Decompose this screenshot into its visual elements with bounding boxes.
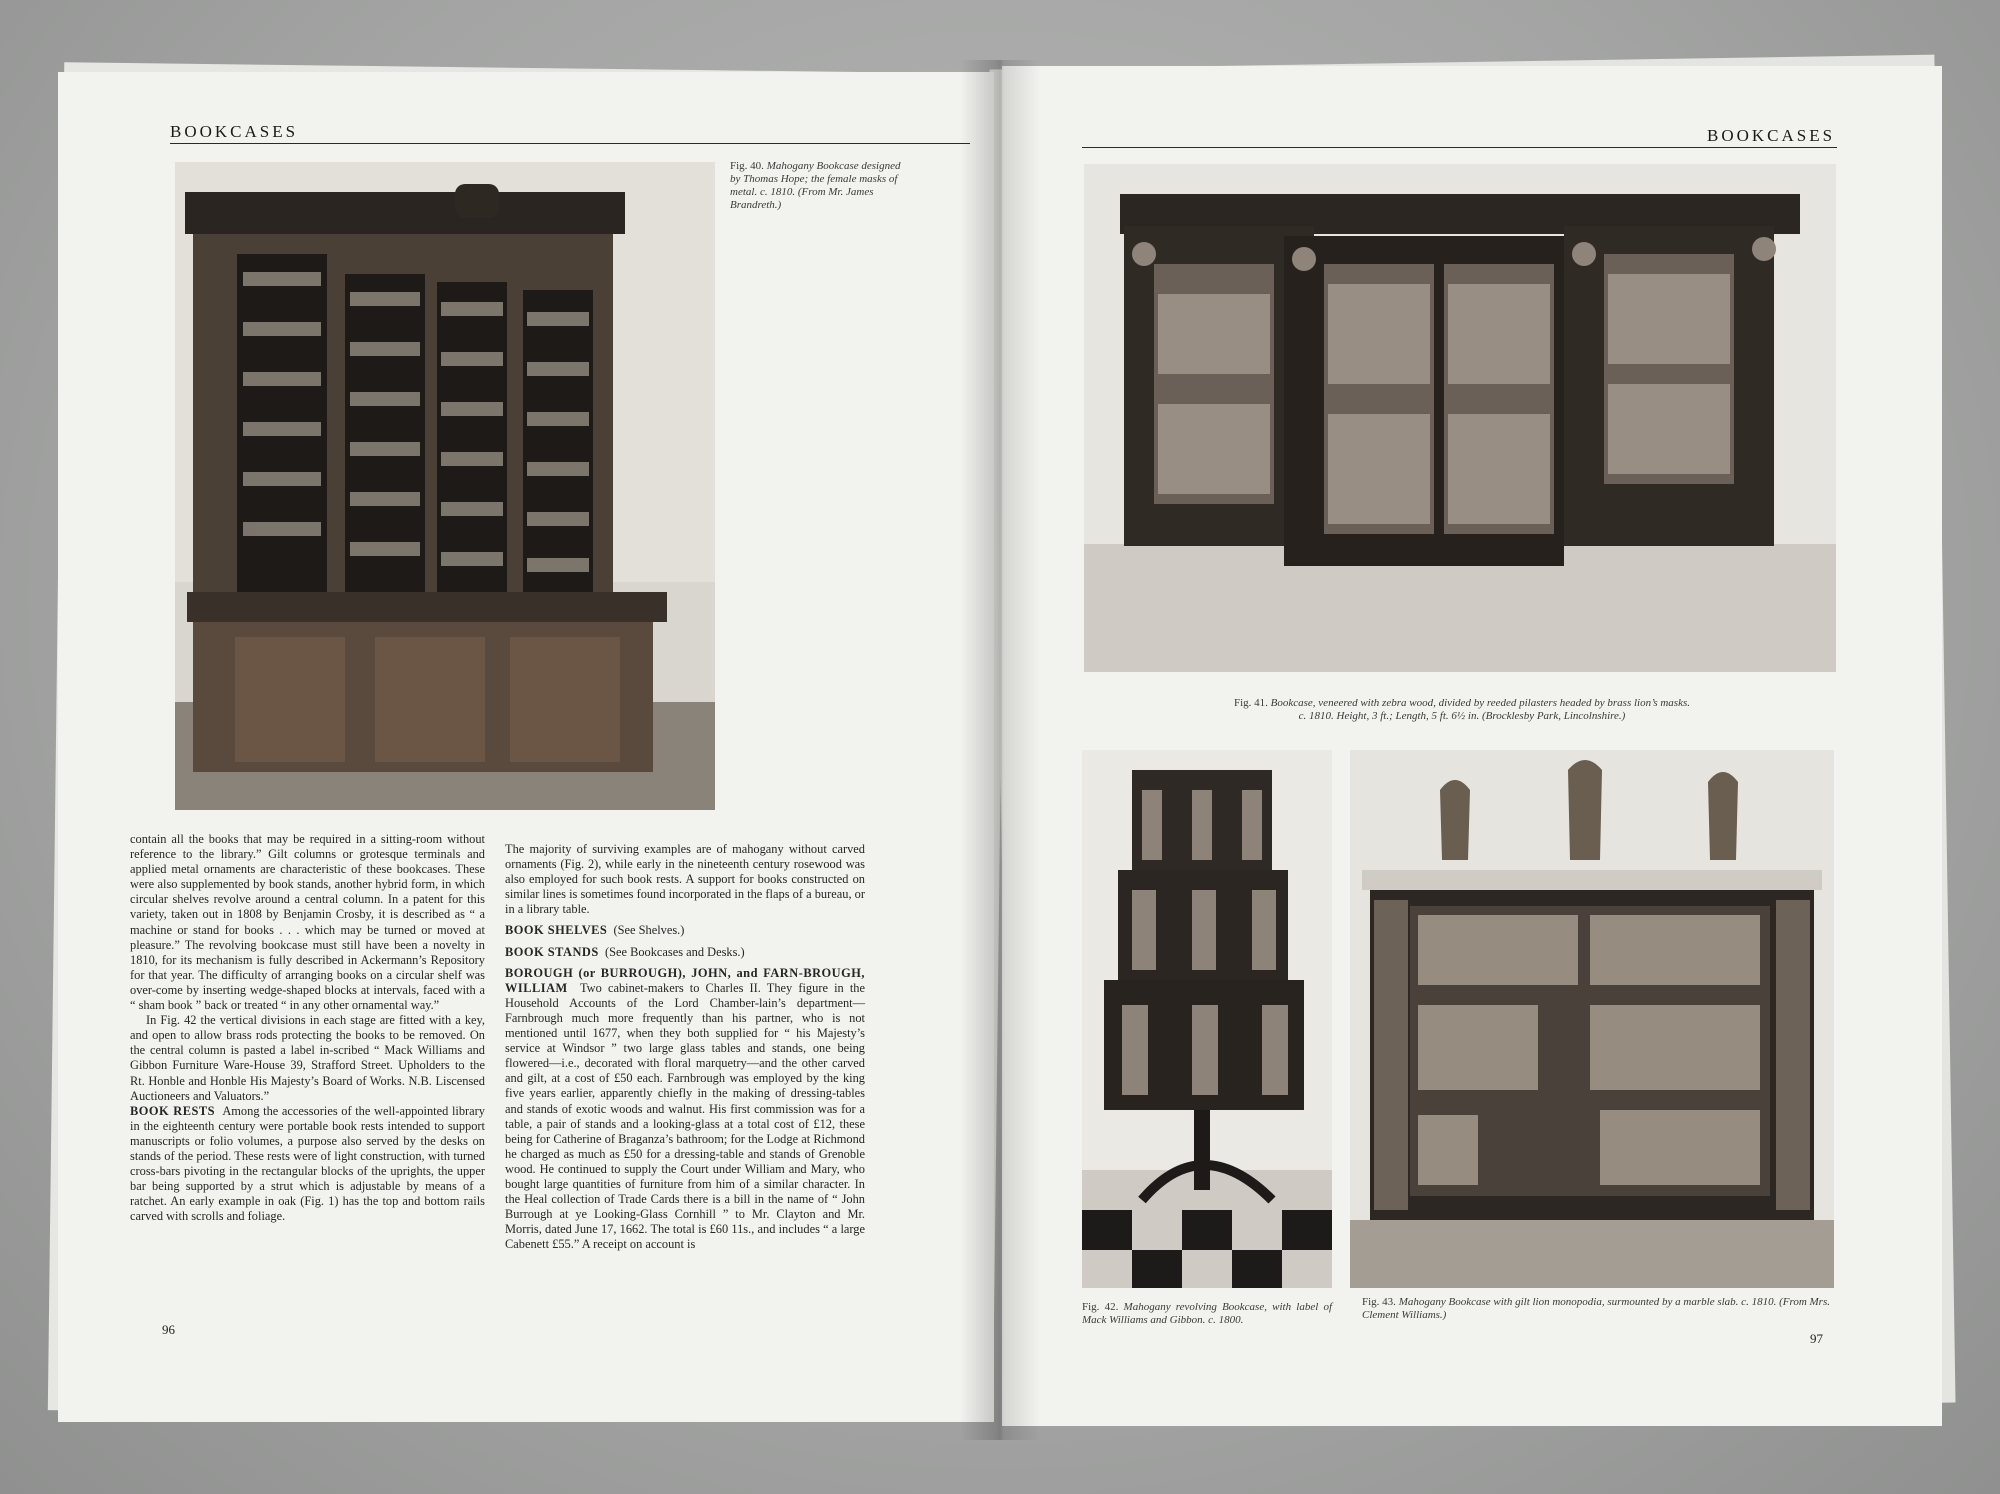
fig42-caption-text: Mahogany revolving Bookcase, with label of Mack Williams and Gibbon. c. 1800. <box>1082 1301 1333 1326</box>
book-rests-heading: BOOK RESTS <box>130 1103 216 1118</box>
book-rests-text: Among the accessories of the well-appointed library in the eighteenth century were portable book rests intended to support manuscripts or folio volumes, a purpose also served by the desks on stands of the period. These rests were of light construction, with turned cross-bars pivoting in the rectangular blocks of the uprights, the upper bar being supported by a strut which is adjustable by means of a ratchet. An early example in oak (Fig. 1) has the top and bottom rails carved with scrolls and foliage. <box>130 1103 485 1224</box>
fig41-label: Fig. 41. <box>1233 697 1268 709</box>
fig41-photo <box>1084 164 1836 672</box>
borough-heading: BOROUGH (or BURROUGH), JOHN, and FARN-BROUGH, WILLIAM <box>505 965 865 995</box>
fig43-photo <box>1350 750 1834 1288</box>
header-rule-left <box>170 143 970 144</box>
col1-paragraph-2: In Fig. 42 the vertical divisions in each stage are fitted with a key, and open to allow brass rods protecting the books to be removed. On the central column is pasted a label in-scribed “ Mack Williams and Gibbon Furniture Ware-House 39, Strafford Street. Upholders to the Rt. Honble and Honble His Majesty’s Board of Works. N.B. Liscensed Auctioneers and Valuators.” <box>130 1013 485 1103</box>
page-number-right: 97 <box>1810 1331 1823 1346</box>
left-column-2 <box>505 842 865 1252</box>
book-stands-heading: BOOK STANDS <box>505 944 599 959</box>
book-stands-ref: (See Bookcases and Desks.) <box>604 944 745 959</box>
borough-text: Two cabinet-makers to Charles II. They figure in the Household Accounts of the Lord Chamber-lain’s department—Farnbrough much more frequently than his partner, who is not mentioned until 1677, when they both supplied for “ his Majesty’s service at Windsor ” two large glass tables and stands, one being flowered—i.e., decorated with floral marquetry—and the other carved and gilt, at a cost of £50 each. Farnbrough was employed by the king five years earlier, apparently chiefly in the making of dressing-tables and stands of exotic woods and walnut. His first commission was for a table, a pair of stands and a looking-glass at a total cost of £12, these being for Catherine of Braganza’s bathroom; for the Lodge at Richmond he charged as much as £50 for a dressing-table and stands of Grenoble wood. He continued to supply the Court under William and Mary, who bought large quantities of furniture from him of a similar character. In the Heal collection of Trade Cards there is a bill in the name of “ John Burrough at ye Looking-Glass Cornhill ” to Mr. Clayton and Mr. Morris, dated June 17, 1662. The total is £60 11s., and includes “ a large Cabenett £55.” A receipt on account is <box>505 980 865 1252</box>
fig43-caption-text: Mahogany Bookcase with gilt lion monopodia, surmounted by a marble slab. c. 1810. (From Mrs. Clement Williams.) <box>1362 1296 1830 1321</box>
left-page <box>58 72 994 1422</box>
fig41-caption-line1: Bookcase, veneered with zebra wood, divided by reeded pilasters headed by brass lion’s masks. <box>1270 697 1691 709</box>
fig43-label: Fig. 43. <box>1362 1296 1396 1308</box>
left-column-1 <box>130 832 485 1224</box>
right-page <box>1002 66 1942 1426</box>
book-shelves-ref: (See Shelves.) <box>613 923 685 938</box>
fig40-caption <box>730 160 906 212</box>
page-number-left: 96 <box>162 1322 175 1337</box>
fig40-caption-text: Mahogany Bookcase designed by Thomas Hope; the female masks of metal. c. 1810. (From Mr. James Brandreth.) <box>730 160 901 211</box>
header-rule-right <box>1082 147 1837 148</box>
fig41-caption-line2: c. 1810. Height, 3 ft.; Length, 5 ft. 6½ in. (Brocklesby Park, Lincolnshire.) <box>1298 710 1626 722</box>
book-shelves-heading: BOOK SHELVES <box>505 923 608 938</box>
running-head-left: BOOKCASES <box>170 122 299 141</box>
fig40-label: Fig. 40. <box>730 160 764 172</box>
fig42-label: Fig. 42. <box>1082 1301 1119 1313</box>
fig42-photo <box>1082 750 1332 1288</box>
fig42-caption <box>1082 1301 1332 1327</box>
col1-paragraph-1: contain all the books that may be required in a sitting-room without reference to the library.” Gilt columns or grotesque terminals and applied metal ornaments are characteristic of these bookcases. These were also supplemented by book stands, another hybrid form, in which circular shelves revolve around a central column. In a patent for this variety, taken out in 1808 by Benjamin Crosby, it is described as “ a machine or stand for books . . . which may be turned or moved at pleasure.” The revolving bookcase must still have been a novelty in 1810, for its mechanism is fully described in Ackermann’s Repository for that year. The difficulty of arranging books on a circular shelf was over-come by inserting wedge-shaped blocks at intervals, faced with a “ sham book ” back or treated “ in any other ornamental way.” <box>130 832 485 1013</box>
fig40-photo <box>175 162 715 810</box>
running-head-right: BOOKCASES <box>1707 126 1836 145</box>
fig41-caption <box>1092 697 1832 723</box>
col2-paragraph-1: The majority of surviving examples are of mahogany without carved ornaments (Fig. 2), while early in the nineteenth century rosewood was also employed for such book rests. A support for books constructed on similar lines is sometimes found incorporated in the flaps of a bureau, or in a library table. <box>505 842 865 917</box>
fig43-caption <box>1362 1296 1842 1322</box>
